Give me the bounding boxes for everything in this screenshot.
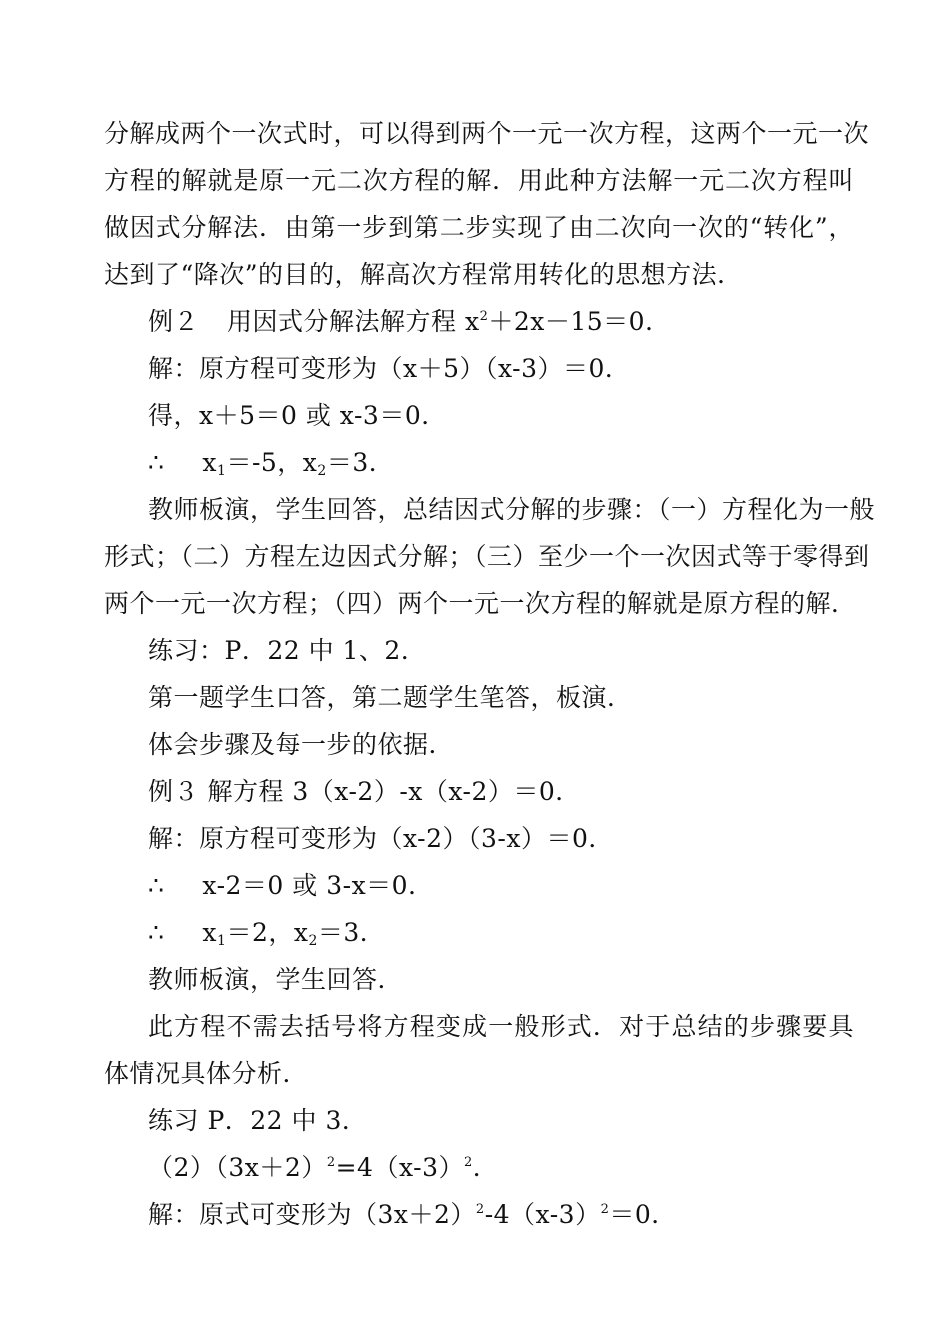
expression: ． [472, 1153, 499, 1182]
remark-line: 此方程不需去括号将方程变成一般形式．对于总结的步骤要具 [148, 1012, 854, 1041]
summary-line: 形式；（二）方程左边因式分解；（三）至少一个一次因式等于零得到 [104, 542, 870, 571]
expression: ＝0． [609, 1200, 677, 1229]
summary-line: 教师板演，学生回答，总结因式分解的步骤：（一）方程化为一般 [148, 495, 876, 524]
solution-line: 解：原方程可变形为（x-2）（3-x）＝0． [148, 824, 614, 853]
practice-line: 练习 P．22 中 3． [148, 1106, 368, 1135]
therefore-symbol: ∴ [148, 871, 165, 900]
summary-line: 两个一元一次方程；（四）两个一元一次方程的解就是原方程的解． [104, 589, 857, 618]
subscript: 2 [317, 463, 327, 479]
expression: 解：原式可变形为（3x＋2） [148, 1200, 476, 1229]
therefore-symbol: ∴ [148, 918, 165, 947]
therefore-symbol: ∴ [148, 448, 165, 477]
result-line [148, 446, 898, 480]
value: ＝3． [326, 448, 395, 477]
problem-line [148, 1151, 898, 1185]
variable: x [293, 918, 309, 947]
result-line [148, 869, 898, 903]
paragraph-line: 分解成两个一次式时，可以得到两个一元一次方程，这两个一元一次 [104, 119, 870, 148]
example-3-statement: 例３ 解方程 3（x-2）-x（x-2）＝0． [148, 777, 581, 806]
exponent: 2 [326, 1155, 336, 1170]
value: ＝-5， [226, 448, 303, 477]
problem-label: （2） [148, 1153, 216, 1182]
expression: -4（x-3） [484, 1200, 601, 1229]
paragraph-line: 做因式分解法．由第一步到第二步实现了由二次向一次的“转化”， [104, 213, 854, 242]
exponent: 2 [479, 309, 489, 324]
example-label: 例２ [148, 307, 200, 336]
variable: x [202, 448, 218, 477]
example-text: 用因式分解法解方程 x [227, 307, 480, 336]
remark-line: 体情况具体分析． [104, 1059, 309, 1088]
example-2-statement [148, 305, 898, 339]
value: ＝2， [226, 918, 294, 947]
solution-line [148, 1198, 898, 1232]
exponent: 2 [463, 1155, 473, 1170]
paragraph-line: 方程的解就是原一元二次方程的解．用此种方法解一元二次方程叫 [104, 166, 854, 195]
exponent: 2 [600, 1202, 610, 1217]
example-text: ＋2x－15＝0． [488, 307, 671, 336]
note-line: 教师板演，学生回答． [148, 965, 404, 994]
result-line [148, 916, 898, 950]
derivation-line: 得，x＋5＝0 或 x-3＝0． [148, 401, 447, 430]
note-line: 第一题学生口答，第二题学生笔答，板演． [148, 683, 633, 712]
expression: =4（x-3） [335, 1153, 464, 1182]
result-text: x-2＝0 或 3-x＝0． [202, 871, 434, 900]
value: ＝3． [317, 918, 386, 947]
variable: x [202, 918, 218, 947]
solution-line: 解：原方程可变形为（x＋5）（x-3）＝0． [148, 354, 631, 383]
expression: （3x＋2） [215, 1153, 327, 1182]
subscript: 1 [217, 933, 227, 949]
variable: x [302, 448, 318, 477]
subscript: 2 [308, 933, 318, 949]
note-line: 体会步骤及每一步的依据． [148, 730, 455, 759]
paragraph-line: 达到了“降次”的目的，解高次方程常用转化的思想方法． [104, 260, 743, 289]
practice-line: 练习：P．22 中 1、2． [148, 636, 427, 665]
exponent: 2 [475, 1202, 485, 1217]
subscript: 1 [217, 463, 227, 479]
